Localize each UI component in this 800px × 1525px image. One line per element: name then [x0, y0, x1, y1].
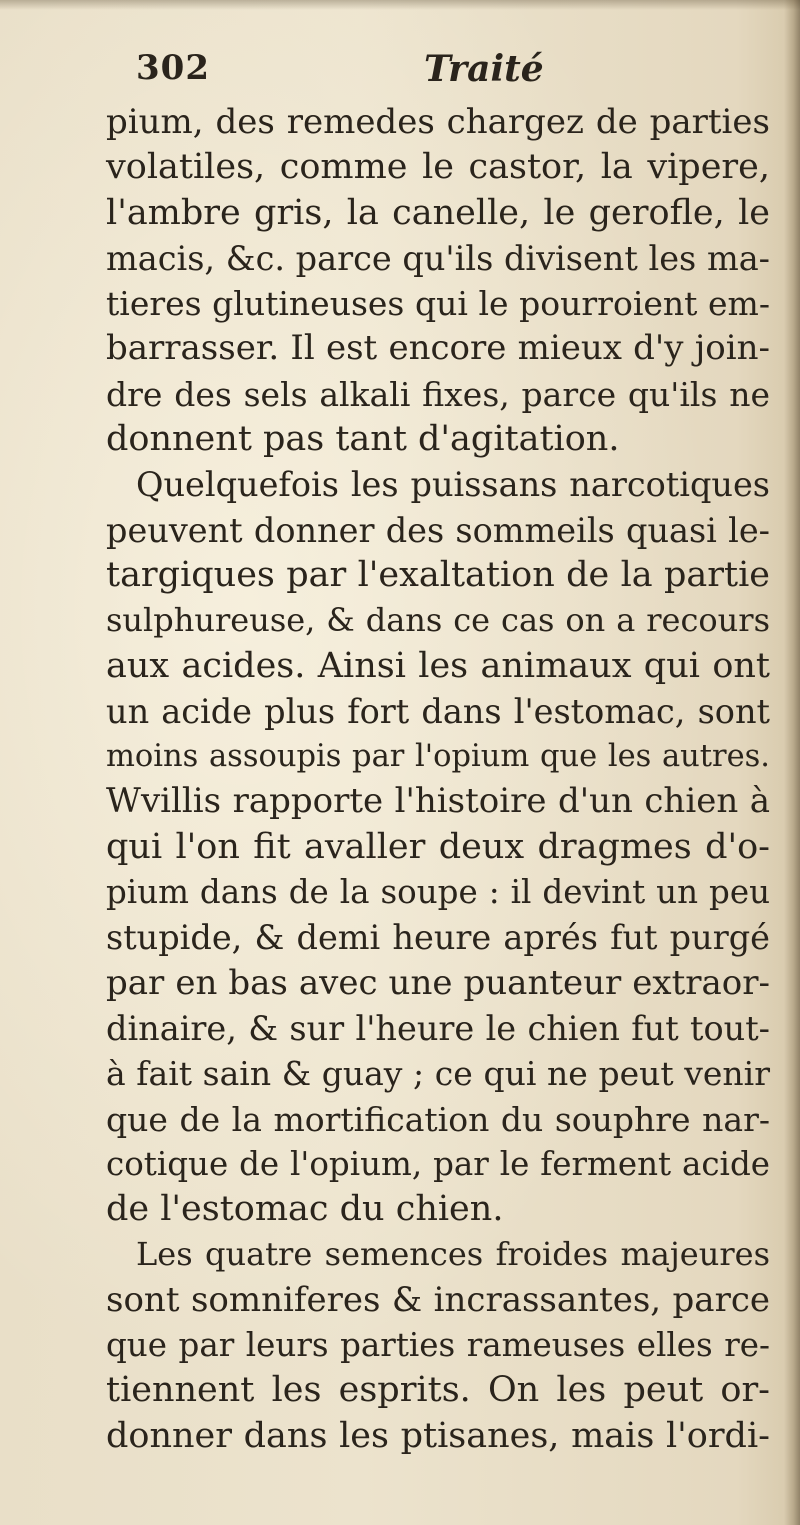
body-text [106, 100, 770, 1459]
text-line: aux acides. Ainsi les animaux qui ont [106, 645, 770, 686]
page-header [100, 48, 700, 98]
text-line: moins assoupis par l'opium que les autres. [106, 739, 770, 775]
text-line: donner dans les ptisanes, mais l'ordi- [106, 1415, 770, 1456]
page-edge-shadow [784, 0, 800, 1525]
page-top-shadow [0, 0, 800, 10]
running-head: Traité [424, 48, 544, 90]
text-line: tiennent les esprits. On les peut or- [106, 1370, 770, 1411]
text-line: peuvent donner des sommeils quasi le- [106, 510, 770, 550]
page-number: 302 [136, 48, 210, 88]
text-line: sont somniferes & incrassantes, parce [106, 1279, 770, 1320]
text-line: tieres glutineuses qui le pourroient em- [106, 284, 770, 324]
text-line: que de la mortification du souphre nar- [106, 1099, 770, 1139]
text-line: targiques par l'exaltation de la partie [106, 554, 770, 595]
text-line: Wvillis rapporte l'histoire d'un chien à [106, 781, 770, 822]
text-line: de l'estomac du chien. [106, 1189, 504, 1230]
text-line: cotique de l'opium, par le ferment acide [106, 1144, 770, 1183]
text-line: donnent pas tant d'agitation. [106, 419, 620, 460]
text-line: que par leurs parties rameuses elles re- [106, 1326, 770, 1365]
text-line: pium, des remedes chargez de parties [106, 102, 770, 142]
text-line: Les quatre semences froides majeures [136, 1235, 770, 1274]
text-line: dinaire, & sur l'heure le chien fut tout- [106, 1008, 770, 1048]
text-line: pium dans de la soupe : il devint un peu [106, 873, 770, 912]
text-line: macis, &c. parce qu'ils divisent les ma- [106, 238, 770, 278]
text-line: sulphureuse, & dans ce cas on a recours [106, 601, 770, 640]
text-line: volatiles, comme le castor, la vipere, [106, 147, 770, 188]
text-line: qui l'on fit avaller deux dragmes d'o- [106, 826, 770, 867]
text-line: dre des sels alkali fixes, parce qu'ils ne [106, 374, 770, 414]
text-line: par en bas avec une puanteur extraor- [106, 962, 770, 1003]
text-line: Quelquefois les puissans narcotiques [136, 465, 770, 505]
text-line: stupide, & demi heure aprés fut purgé [106, 918, 770, 958]
text-line: l'ambre gris, la canelle, le gerofle, le [106, 192, 770, 233]
text-line: à fait sain & guay ; ce qui ne peut venir [106, 1054, 770, 1094]
text-line: barrasser. Il est encore mieux d'y join- [106, 328, 770, 369]
text-line: un acide plus fort dans l'estomac, sont [106, 691, 770, 731]
